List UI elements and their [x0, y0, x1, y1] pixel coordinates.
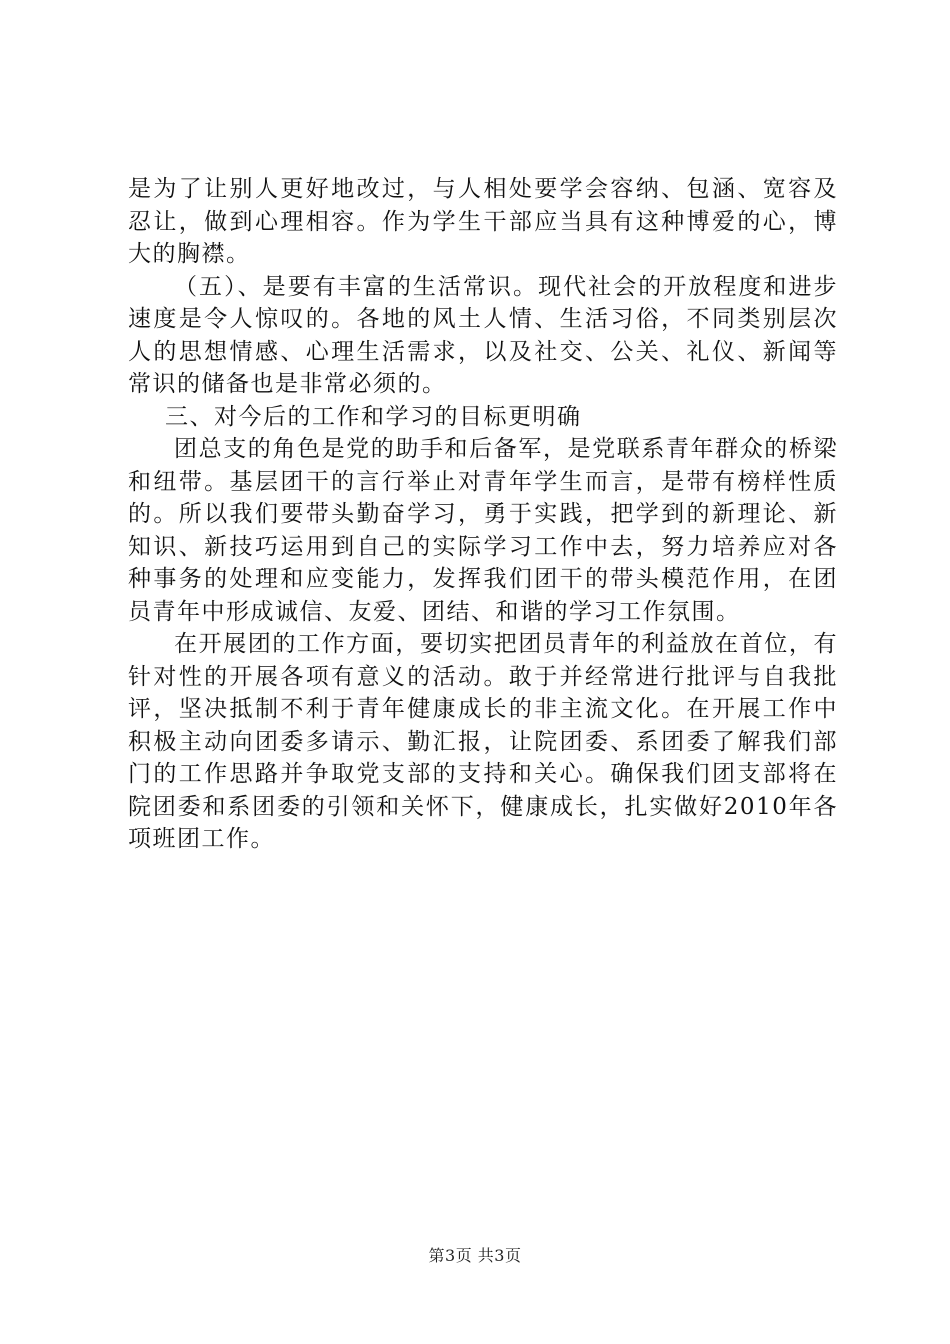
- section-heading-goals: 三、对今后的工作和学习的目标更明确: [165, 403, 582, 430]
- paragraph-life-knowledge: （五）、是要有丰富的生活常识。现代社会的开放程度和进步速度是令人惊叹的。各地的风土人情、生活习俗，不同类别层次人的思想情感、心理生活需求，以及社交、公关、礼仪、新闻等常识的储备也是非常必须的。: [128, 273, 838, 397]
- page-number-footer: 第3页 共3页: [428, 1246, 522, 1265]
- paragraph-continuation: 是为了让别人更好地改过，与人相处要学会容纳、包涵、宽容及忍让，做到心理相容。作为学生干部应当具有这种博爱的心，博大的胸襟。: [128, 176, 838, 267]
- paragraph-league-role: 团总支的角色是党的助手和后备军，是党联系青年群众的桥梁和纽带。基层团干的言行举止对青年学生而言，是带有榜样性质的。所以我们要带头勤奋学习，勇于实践，把学到的新理论、新知识、新技巧运用到自己的实际学习工作中去，努力培养应对各种事务的处理和应变能力，发挥我们团干的带头模范作用，在团员青年中形成诚信、友爱、团结、和谐的学习工作氛围。: [128, 436, 838, 625]
- document-body: [128, 173, 838, 856]
- paragraph-league-work: 在开展团的工作方面，要切实把团员青年的利益放在首位，有针对性的开展各项有意义的活动。敢于并经常进行批评与自我批评，坚决抵制不利于青年健康成长的非主流文化。在开展工作中积极主动向团委多请示、勤汇报，让院团委、系团委了解我们部门的工作思路并争取党支部的支持和关心。确保我们团支部将在院团委和系团委的引领和关怀下，健康成长，扎实做好2010年各项班团工作。: [128, 631, 838, 852]
